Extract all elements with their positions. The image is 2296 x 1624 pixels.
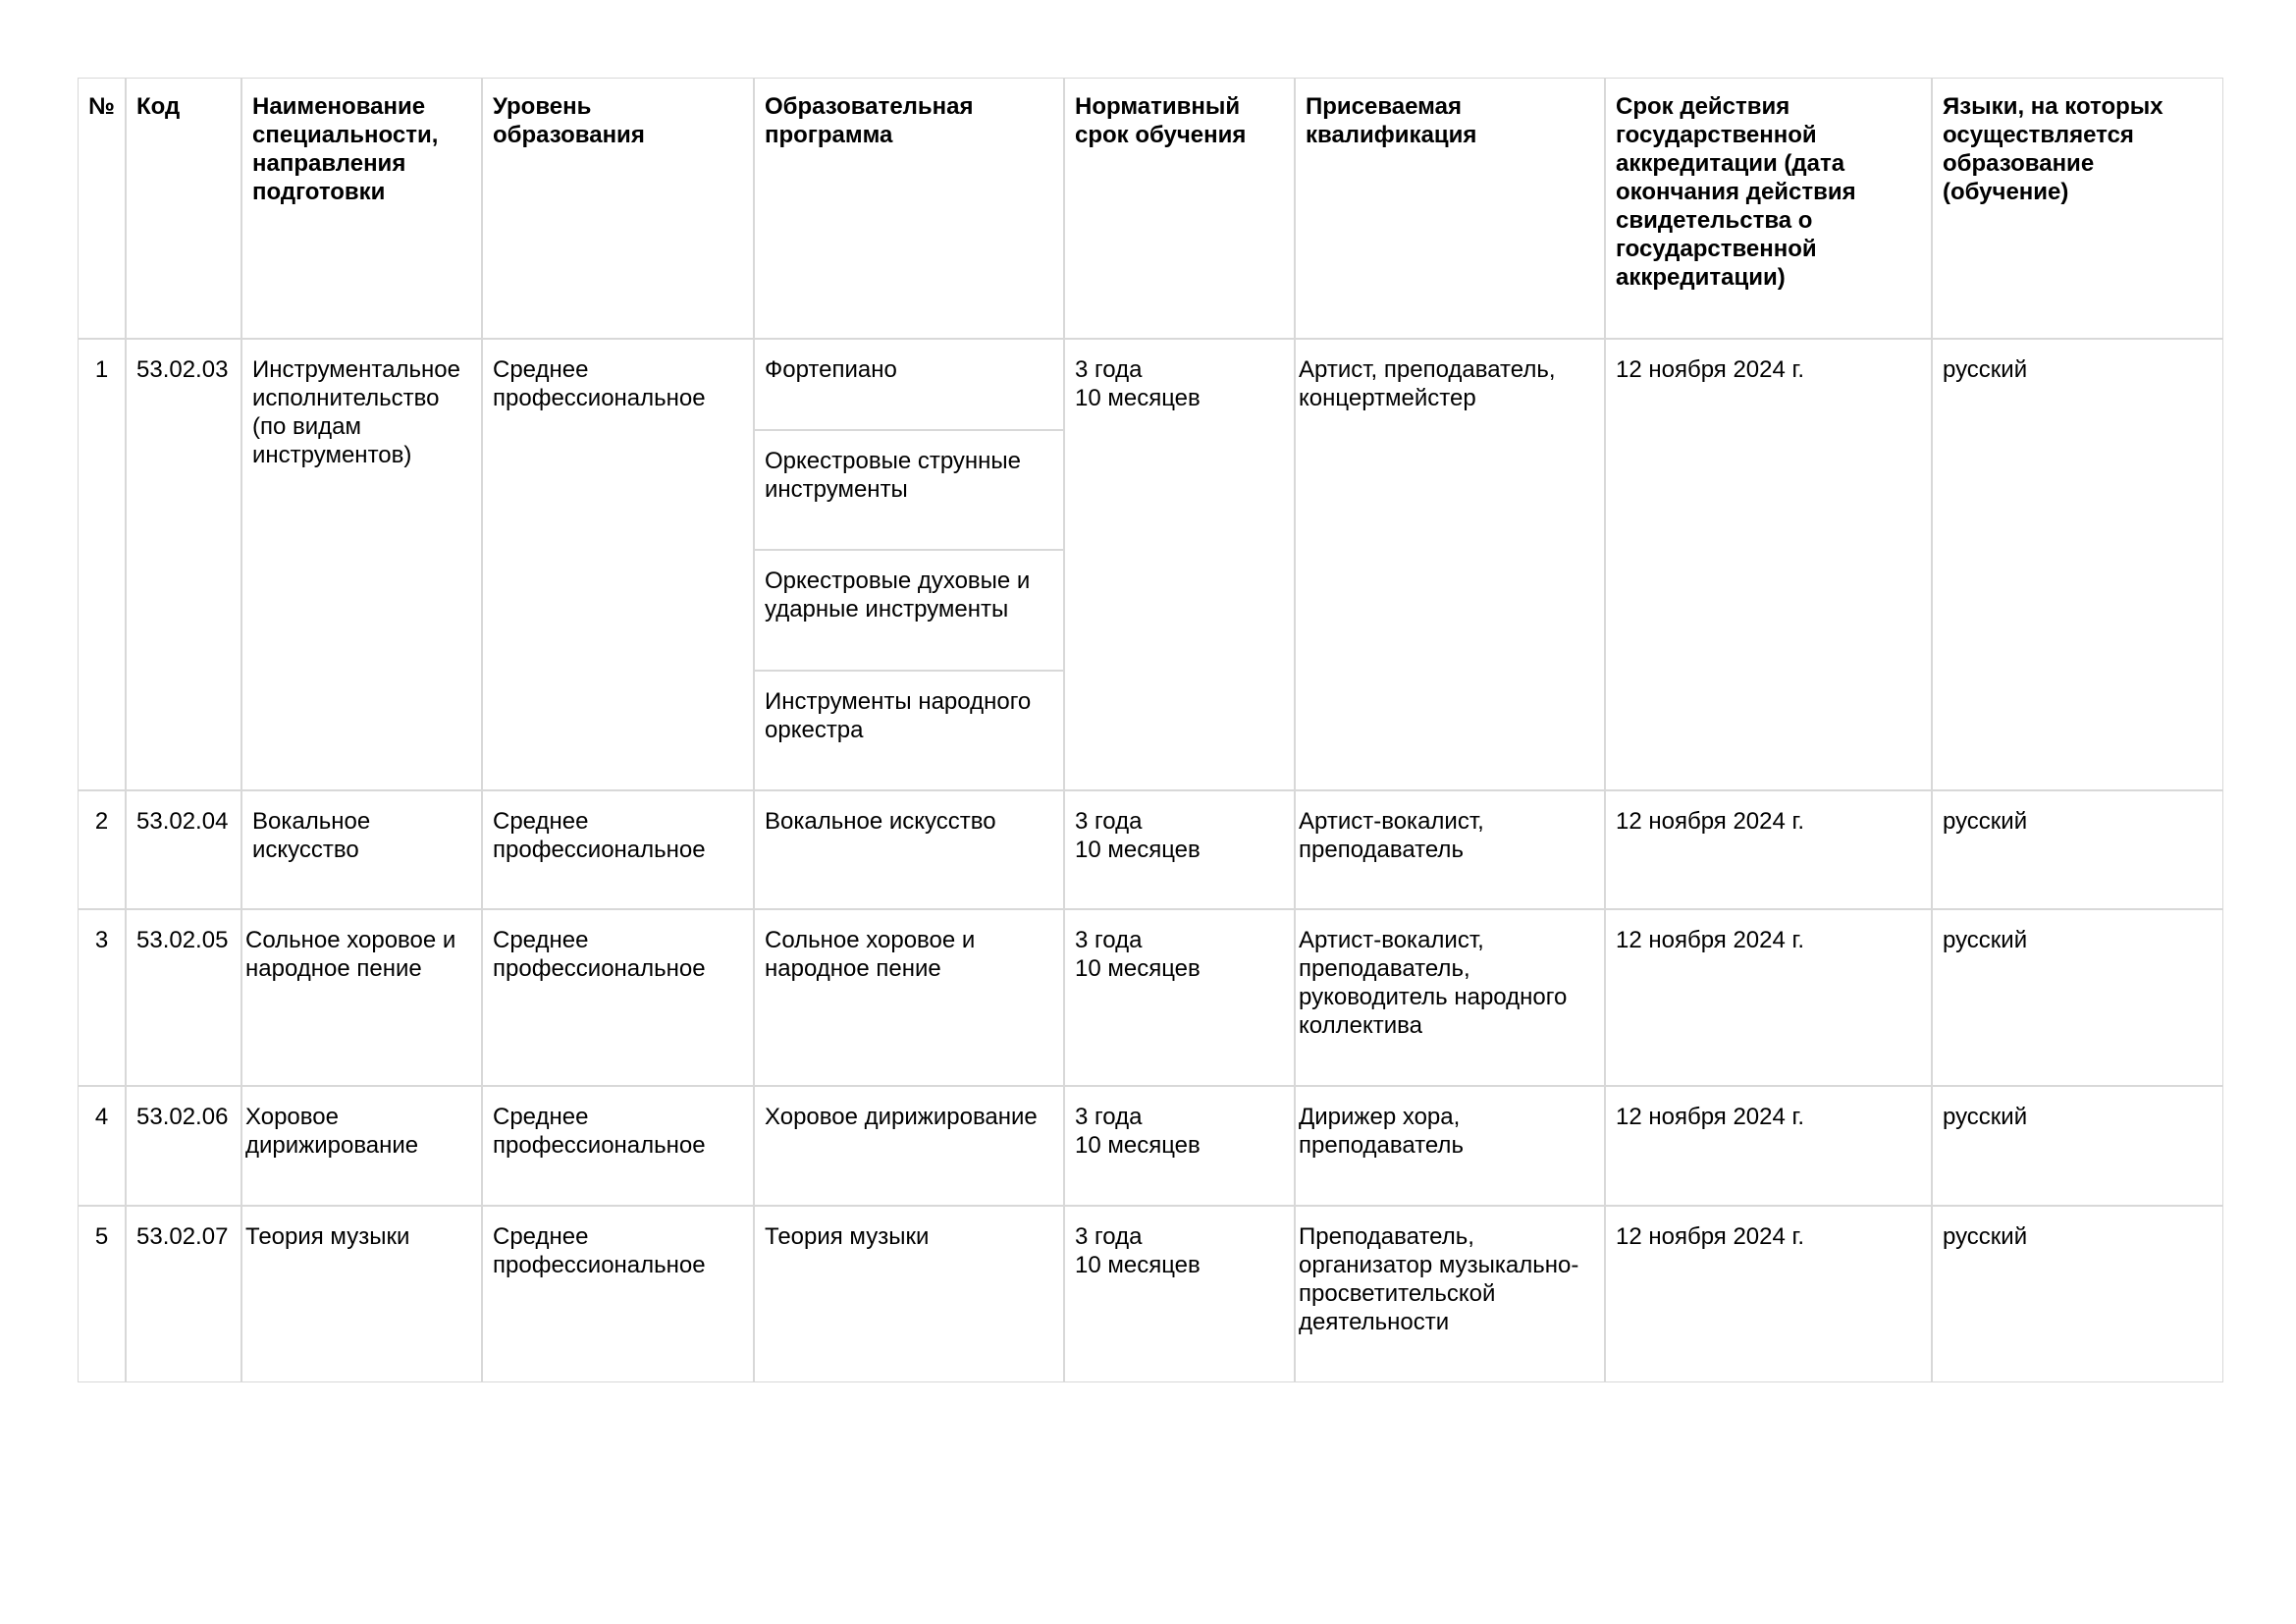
row-program: Сольное хоровое и народное пение xyxy=(754,909,1064,1086)
row-code: 53.02.06 xyxy=(126,1086,241,1206)
row-language: русский xyxy=(1932,909,2223,1086)
row-number: 3 xyxy=(78,909,126,1086)
row-specialty-name: Инструментальное исполнительство (по видам инструментов) xyxy=(241,339,482,790)
row-program: Инструменты народного оркестра xyxy=(754,671,1064,790)
row-education-level: Среднее профессиональное xyxy=(482,790,754,909)
row-accreditation-date: 12 ноября 2024 г. xyxy=(1605,909,1932,1086)
row-accreditation-date: 12 ноября 2024 г. xyxy=(1605,1206,1932,1382)
row-qualification: Дирижер хора, преподаватель xyxy=(1295,1086,1605,1206)
row-education-level: Среднее профессиональное xyxy=(482,339,754,790)
row-qualification: Артист-вокалист, преподаватель xyxy=(1295,790,1605,909)
row-duration: 3 года 10 месяцев xyxy=(1064,339,1295,790)
row-accreditation-date: 12 ноября 2024 г. xyxy=(1605,790,1932,909)
row-specialty-name: Сольное хоровое и народное пение xyxy=(241,909,482,1086)
header-qualification: Присеваемая квалификация xyxy=(1295,78,1605,339)
programs-table xyxy=(78,78,2223,1382)
row-code: 53.02.05 xyxy=(126,909,241,1086)
header-code: Код xyxy=(126,78,241,339)
row-duration: 3 года 10 месяцев xyxy=(1064,1206,1295,1382)
header-language: Языки, на которых осуществляется образование (обучение) xyxy=(1932,78,2223,339)
row-program: Вокальное искусство xyxy=(754,790,1064,909)
row-number: 4 xyxy=(78,1086,126,1206)
header-duration: Нормативный срок обучения xyxy=(1064,78,1295,339)
header-accreditation: Срок действия государственной аккредитации (дата окончания действия свидетельства о государственной аккредитации) xyxy=(1605,78,1932,339)
row-number: 2 xyxy=(78,790,126,909)
row-program: Хоровое дирижирование xyxy=(754,1086,1064,1206)
row-code: 53.02.04 xyxy=(126,790,241,909)
row-accreditation-date: 12 ноября 2024 г. xyxy=(1605,1086,1932,1206)
row-language: русский xyxy=(1932,339,2223,790)
row-specialty-name: Хоровое дирижирование xyxy=(241,1086,482,1206)
row-qualification: Артист-вокалист, преподаватель, руководитель народного коллектива xyxy=(1295,909,1605,1086)
row-education-level: Среднее профессиональное xyxy=(482,909,754,1086)
row-specialty-name: Теория музыки xyxy=(241,1206,482,1382)
row-education-level: Среднее профессиональное xyxy=(482,1086,754,1206)
row-code: 53.02.03 xyxy=(126,339,241,790)
row-accreditation-date: 12 ноября 2024 г. xyxy=(1605,339,1932,790)
header-program: Образовательная программа xyxy=(754,78,1064,339)
row-language: русский xyxy=(1932,1206,2223,1382)
row-number: 1 xyxy=(78,339,126,790)
row-duration: 3 года 10 месяцев xyxy=(1064,1086,1295,1206)
row-code: 53.02.07 xyxy=(126,1206,241,1382)
row-number: 5 xyxy=(78,1206,126,1382)
row-program: Теория музыки xyxy=(754,1206,1064,1382)
row-qualification: Преподаватель, организатор музыкально- просветительской деятельности xyxy=(1295,1206,1605,1382)
header-level: Уровень образования xyxy=(482,78,754,339)
header-num: № xyxy=(78,78,126,339)
row-duration: 3 года 10 месяцев xyxy=(1064,790,1295,909)
row-language: русский xyxy=(1932,1086,2223,1206)
row-education-level: Среднее профессиональное xyxy=(482,1206,754,1382)
row-duration: 3 года 10 месяцев xyxy=(1064,909,1295,1086)
row-qualification: Артист, преподаватель, концертмейстер xyxy=(1295,339,1605,790)
row-program: Фортепиано xyxy=(754,339,1064,430)
row-program: Оркестровые духовые и ударные инструменты xyxy=(754,550,1064,671)
row-specialty-name: Вокальное искусство xyxy=(241,790,482,909)
row-language: русский xyxy=(1932,790,2223,909)
row-program: Оркестровые струнные инструменты xyxy=(754,430,1064,550)
header-name: Наименование специальности, направления подготовки xyxy=(241,78,482,339)
